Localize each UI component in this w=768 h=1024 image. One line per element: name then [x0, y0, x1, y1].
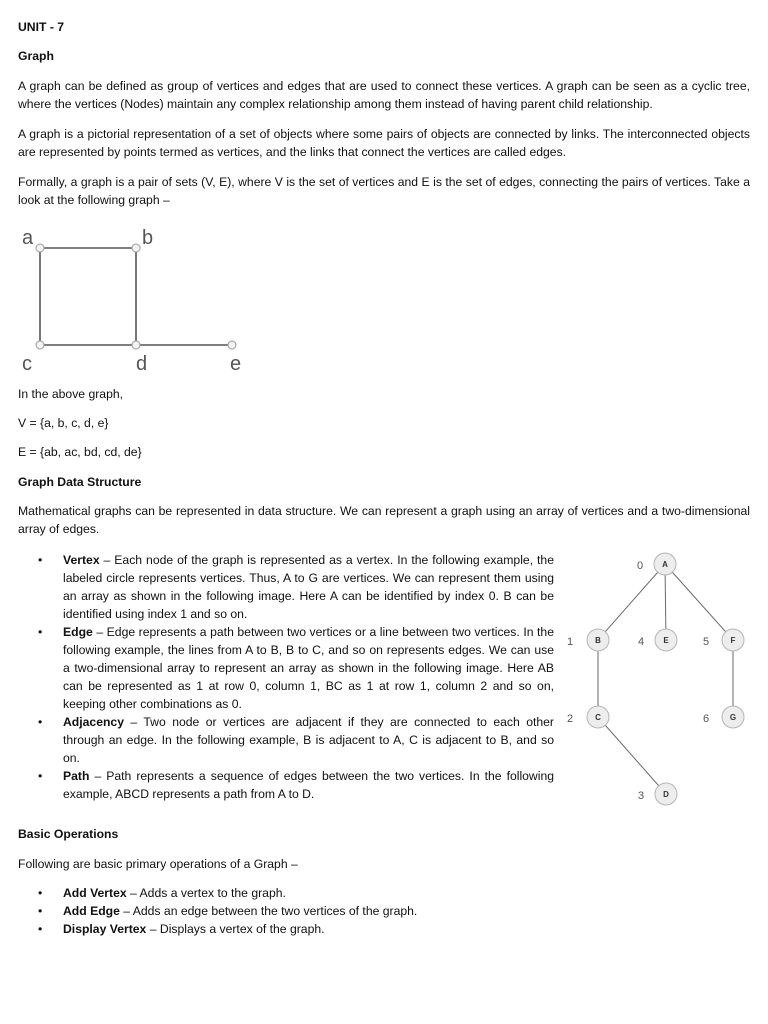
definition-text: – Each node of the graph is represented as a vertex. In the following example, the labeled circle represents vertices. Thus, A to G are vertices. We can represent them using an array as shown in the following image. Here A can be identified by index 0. B can be identified using index 1 and so on. [63, 553, 554, 621]
bullet: • [38, 886, 43, 900]
heading-graph-data-structure: Graph Data Structure [18, 475, 142, 489]
label-b: b [142, 227, 154, 249]
edge-cd [598, 717, 666, 794]
node-label-b: B [595, 636, 601, 645]
definition-text: – Two node or vertices are adjacent if they are connected to each other through an edge. In the following example, B is adjacent to A, C is adjacent to B, and so on. [63, 715, 554, 765]
index-label-d: 3 [637, 790, 645, 802]
operation-item-add-edge [38, 902, 554, 920]
operation-term: Add Vertex [63, 886, 127, 900]
operation-item-display-vertex [38, 920, 554, 938]
index-label-g: 6 [702, 713, 710, 725]
index-label-a: 0 [636, 560, 644, 572]
operation-text: – Adds a vertex to the graph. [126, 886, 286, 900]
bullet: • [38, 769, 43, 783]
vertex-d [132, 341, 140, 349]
heading-basic-operations: Basic Operations [18, 827, 119, 841]
bullet: • [38, 715, 43, 729]
paragraph-pictorial: A graph is a pictorial representation of a set of objects where some pairs of objects are connected by links. The interconnected objects are represented by points termed as vertices, and the links that connect the vertices are called edges. [18, 127, 750, 159]
above-graph-text: In the above graph, [18, 387, 124, 401]
paragraph-operations-intro: Following are basic primary operations of a Graph – [18, 857, 298, 871]
definition-item-path [38, 767, 554, 803]
bullet: • [38, 904, 43, 918]
edge-ab [598, 564, 665, 640]
bullet: • [38, 625, 43, 639]
definition-term: Vertex [63, 553, 100, 567]
paragraph-graph-definition: A graph can be defined as group of vertices and edges that are used to connect these vertices. A graph can be seen as a cyclic tree, where the vertices (Nodes) maintain any complex relationship among them instead of having parent child relationship. [18, 79, 750, 111]
definition-term: Adjacency [63, 715, 124, 729]
paragraph-formal: Formally, a graph is a pair of sets (V, E), where V is the set of vertices and E is the set of edges, connecting the pairs of vertices. Take a look at the following graph – [18, 175, 750, 207]
bullet: • [38, 553, 43, 567]
paragraph-representation: Mathematical graphs can be represented in data structure. We can represent a graph using an array of vertices and a two-dimensional array of edges. [18, 504, 750, 536]
index-label-c: 2 [566, 713, 574, 725]
node-label-e: E [663, 636, 669, 645]
definition-item-adjacency [38, 713, 554, 767]
definition-term: Edge [63, 625, 93, 639]
definition-text: – Path represents a sequence of edges between the two vertices. In the following example, ABCD represents a path from A to D. [63, 769, 554, 801]
index-label-b: 1 [566, 636, 574, 648]
simple-graph-figure [0, 220, 300, 380]
unit-title: UNIT - 7 [18, 20, 65, 34]
edge-set: E = {ab, ac, bd, cd, de} [18, 445, 142, 459]
node-label-g: G [729, 713, 737, 722]
index-label-e: 4 [637, 636, 645, 648]
label-c: c [22, 353, 32, 375]
label-e: e [230, 353, 242, 375]
node-label-a: A [662, 560, 668, 569]
operations-list [38, 884, 554, 938]
label-a: a [22, 227, 34, 249]
label-d: d [136, 353, 148, 375]
operation-term: Display Vertex [63, 922, 147, 936]
definition-text: – Edge represents a path between two vertices or a line between two vertices. In the following example, the lines from A to B, B to C, and so on represents edges. We can use a two-dimensional array to represent an array as shown in the following image. Here AB can be represented as 1 at row 0, column 1, BC as 1 at row 1, column 2 and so on, keeping other combinations as 0. [63, 625, 554, 711]
vertex-set: V = {a, b, c, d, e} [18, 416, 109, 430]
bullet: • [38, 922, 43, 936]
operation-text: – Displays a vertex of the graph. [146, 922, 325, 936]
operation-item-add-vertex [38, 884, 554, 902]
vertex-c [36, 341, 44, 349]
index-label-f: 5 [702, 636, 710, 648]
definition-item-edge [38, 623, 554, 713]
node-label-c: C [595, 713, 601, 722]
vertex-e [228, 341, 236, 349]
definition-item-vertex [38, 551, 554, 623]
edge-af [665, 564, 733, 640]
operation-term: Add Edge [63, 904, 120, 918]
operation-text: – Adds an edge between the two vertices of the graph. [119, 904, 418, 918]
indexed-graph-figure [556, 548, 766, 810]
node-label-f: F [730, 636, 736, 645]
definition-term: Path [63, 769, 90, 783]
node-label-d: D [663, 790, 669, 799]
vertex-a [36, 244, 44, 252]
heading-graph: Graph [18, 49, 54, 63]
definition-list [38, 551, 554, 803]
vertex-b [132, 244, 140, 252]
